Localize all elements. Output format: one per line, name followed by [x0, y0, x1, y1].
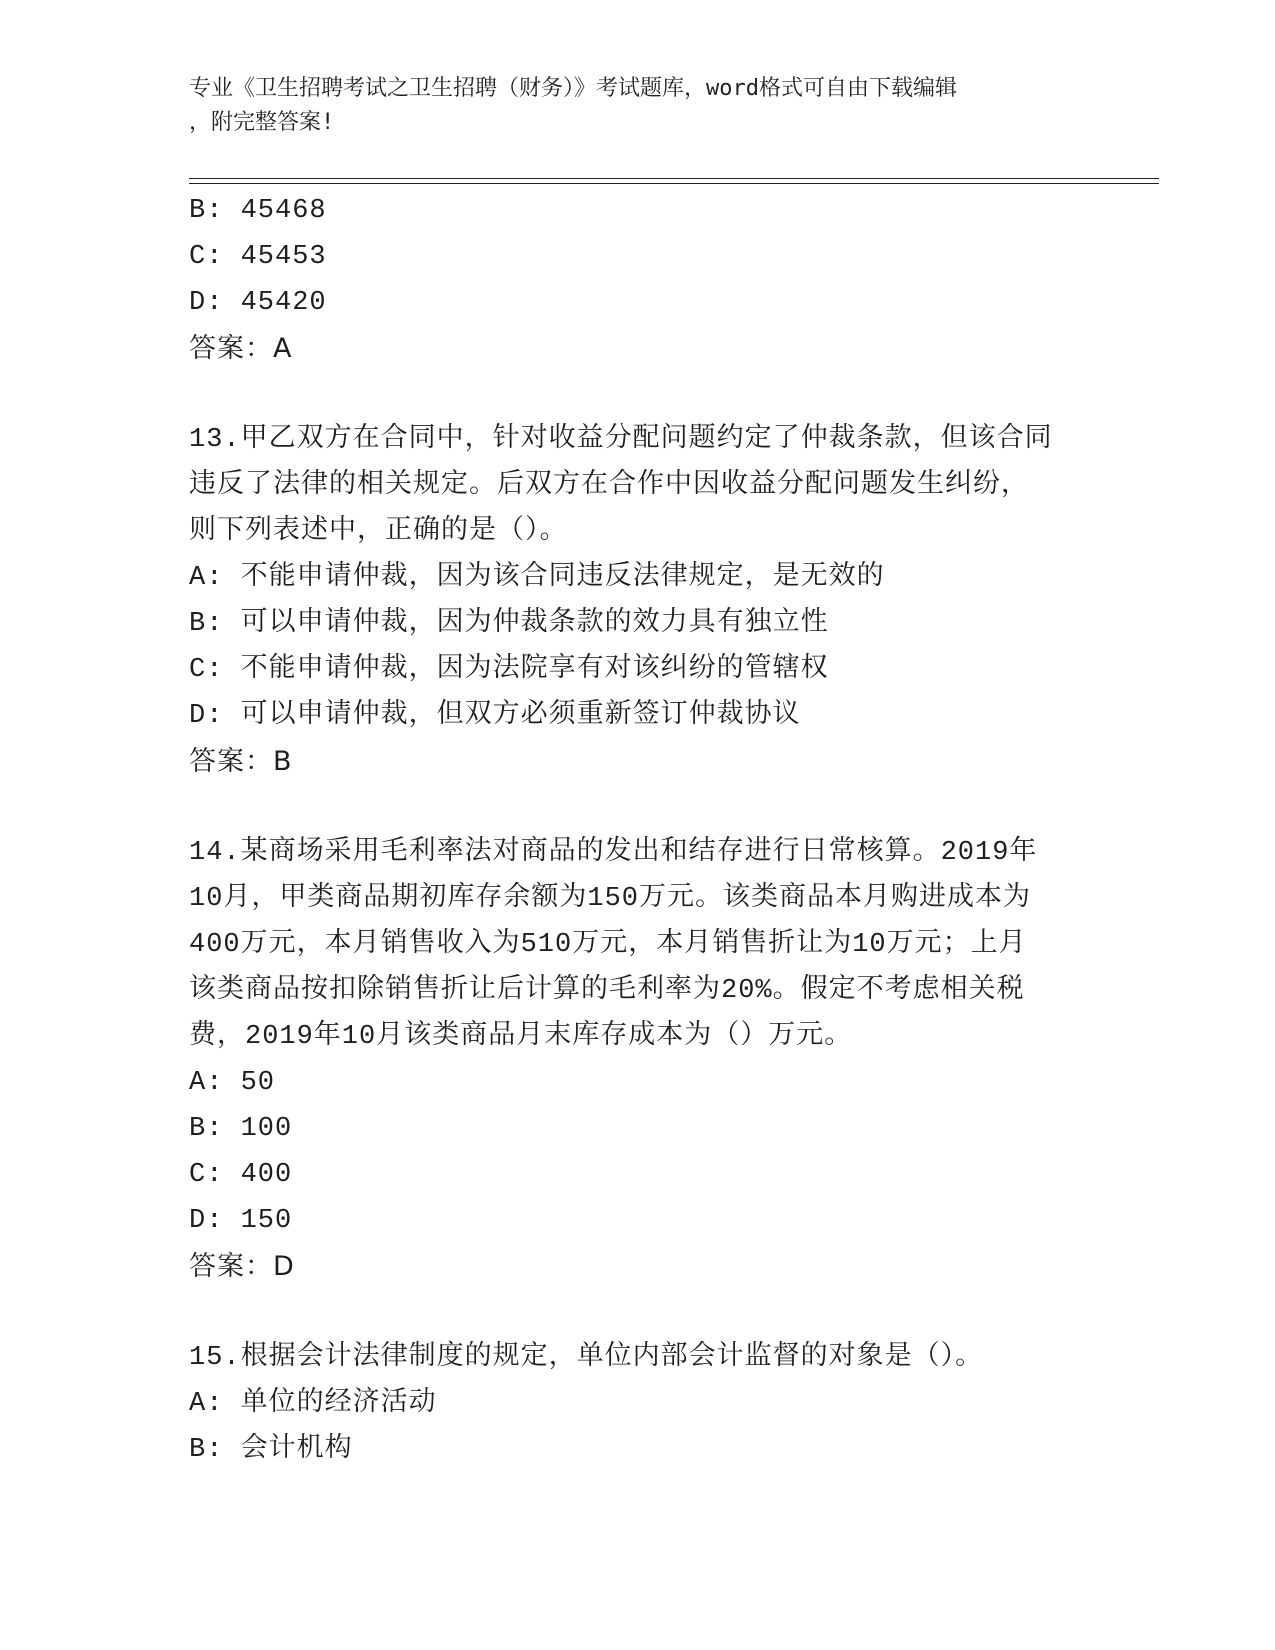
option-c: C: 45453 [189, 242, 327, 272]
header-title-line-2: ，附完整答案! [189, 110, 335, 135]
question-stem-line: 则下列表述中，正确的是（）。 [189, 517, 568, 547]
prev-question-block [189, 188, 1089, 372]
question-stem-line: 该类商品按扣除销售折让后计算的毛利率为20%。假定不考虑相关税 [189, 976, 1025, 1006]
page-header [189, 72, 1089, 140]
question-stem-line: 15.根据会计法律制度的规定，单位内部会计监督的对象是（）。 [189, 1343, 984, 1373]
option-d: D: 45420 [189, 288, 327, 318]
header-title-line-1: 专业《卫生招聘考试之卫生招聘（财务）》考试题库，word格式可自由下载编辑 [189, 76, 957, 101]
option-d: D: 150 [189, 1206, 293, 1236]
question-stem-line: 13.甲乙双方在合同中，针对收益分配问题约定了仲裁条款，但该合同 [189, 425, 1053, 455]
question-stem-line: 400万元，本月销售收入为510万元，本月销售折让为10万元；上月 [189, 930, 1027, 960]
answer-label: 答案：D [189, 1251, 295, 1282]
option-a: A: 单位的经济活动 [189, 1389, 437, 1419]
option-b: B: 可以申请仲裁，因为仲裁条款的效力具有独立性 [189, 609, 829, 639]
spacer [189, 372, 1089, 417]
spacer [189, 1290, 1089, 1335]
question-stem-line: 10月，甲类商品期初库存余额为150万元。该类商品本月购进成本为 [189, 884, 1032, 914]
header-divider-bottom [189, 183, 1159, 184]
option-c: C: 400 [189, 1160, 293, 1190]
question-13 [189, 417, 1089, 785]
option-b: B: 100 [189, 1114, 293, 1144]
option-b: B: 45468 [189, 196, 327, 226]
option-d: D: 可以申请仲裁，但双方必须重新签订仲裁协议 [189, 701, 801, 731]
option-a: A: 不能申请仲裁，因为该合同违反法律规定，是无效的 [189, 563, 885, 593]
option-a: A: 50 [189, 1068, 276, 1098]
option-b: B: 会计机构 [189, 1435, 353, 1465]
option-c: C: 不能申请仲裁，因为法院享有对该纠纷的管辖权 [189, 655, 829, 685]
answer-label: 答案：B [189, 746, 293, 777]
question-list [189, 188, 1089, 1473]
question-15 [189, 1335, 1089, 1473]
question-stem-line: 费，2019年10月该类商品月末库存成本为（）万元。 [189, 1022, 853, 1052]
question-stem-line: 14.某商场采用毛利率法对商品的发出和结存进行日常核算。2019年 [189, 838, 1038, 868]
question-14 [189, 830, 1089, 1290]
header-divider-top [189, 178, 1159, 179]
question-stem-line: 违反了法律的相关规定。后双方在合作中因收益分配问题发生纠纷， [189, 471, 1029, 501]
answer-label: 答案：A [189, 333, 293, 364]
spacer [189, 785, 1089, 830]
